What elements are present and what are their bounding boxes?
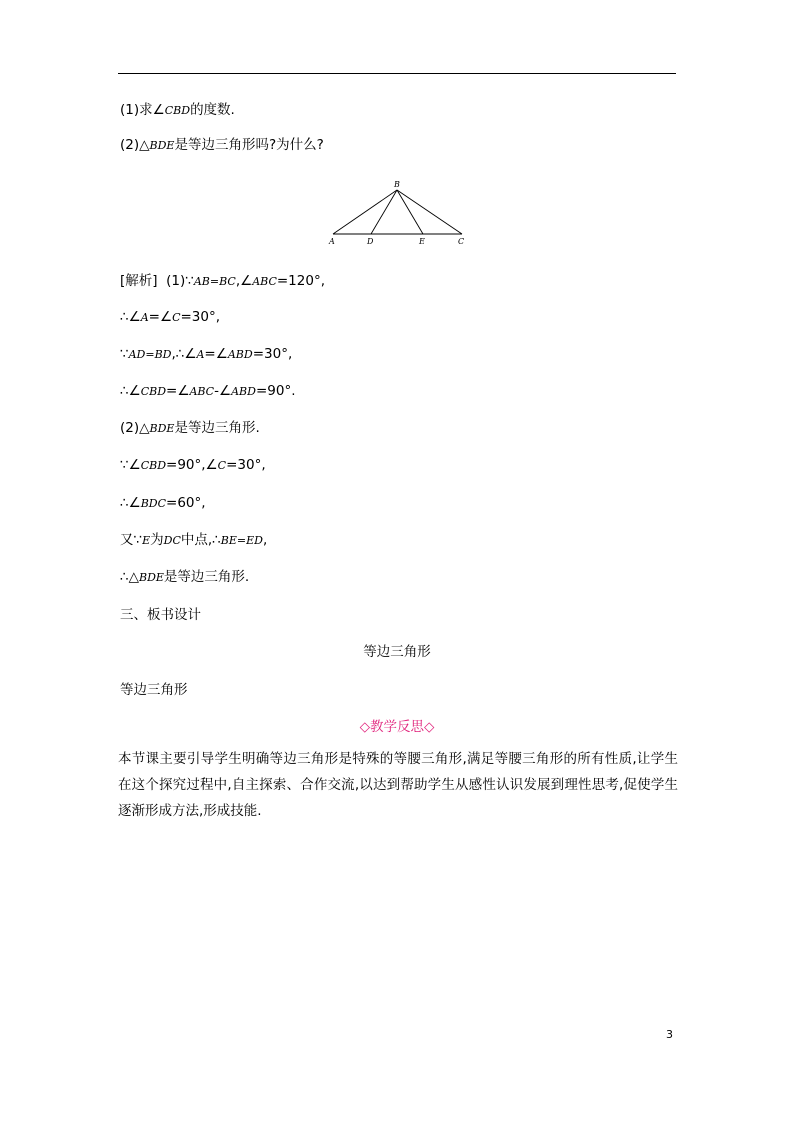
reflection-title: ◇教学反思◇ [359,719,435,735]
section-heading: 三、板书设计 [120,607,201,623]
solution-line-7: ∴∠BDC=60°, [120,495,206,511]
solution-line-4: ∴∠CBD=∠ABC-∠ABD=90°. [120,383,296,399]
segment-be [397,190,423,234]
segment-bd [371,190,397,234]
segment-ab [333,190,397,234]
label-d: D [367,237,374,246]
solution-line-6: ∵∠CBD=90°,∠C=30°, [120,457,266,473]
solution-line-8: 又∵E为DC中点,∴BE=ED, [120,532,268,548]
board-item: 等边三角形 [120,682,188,698]
solution-line-1: [解析] (1)∵AB=BC,∠ABC=120°, [120,273,325,289]
label-b: B [394,180,400,189]
solution-line-9: ∴△BDE是等边三角形. [120,569,250,585]
solution-line-3: ∵AD=BD,∴∠A=∠ABD=30°, [120,346,293,362]
question-1: (1)求∠CBD的度数. [120,102,235,118]
board-title: 等边三角形 [363,644,431,660]
solution-line-2: ∴∠A=∠C=30°, [120,309,221,325]
page-number: 3 [666,1028,673,1041]
reflection-paragraph: 本节课主要引导学生明确等边三角形是特殊的等腰三角形,满足等腰三角形的所有性质,让学生在这个探究过程中,自主探索、合作交流,以达到帮助学生从感性认识发展到理性思考,促使学生逐渐形成方法,形成技能. [118,751,678,819]
question-2: (2)△BDE是等边三角形吗?为什么? [120,137,324,153]
label-c: C [458,237,465,246]
solution-line-5: (2)△BDE是等边三角形. [120,420,260,436]
header-rule [118,73,676,74]
segment-bc [397,190,462,234]
label-a: A [329,237,335,246]
label-e: E [419,237,425,246]
triangle-figure [320,175,480,250]
